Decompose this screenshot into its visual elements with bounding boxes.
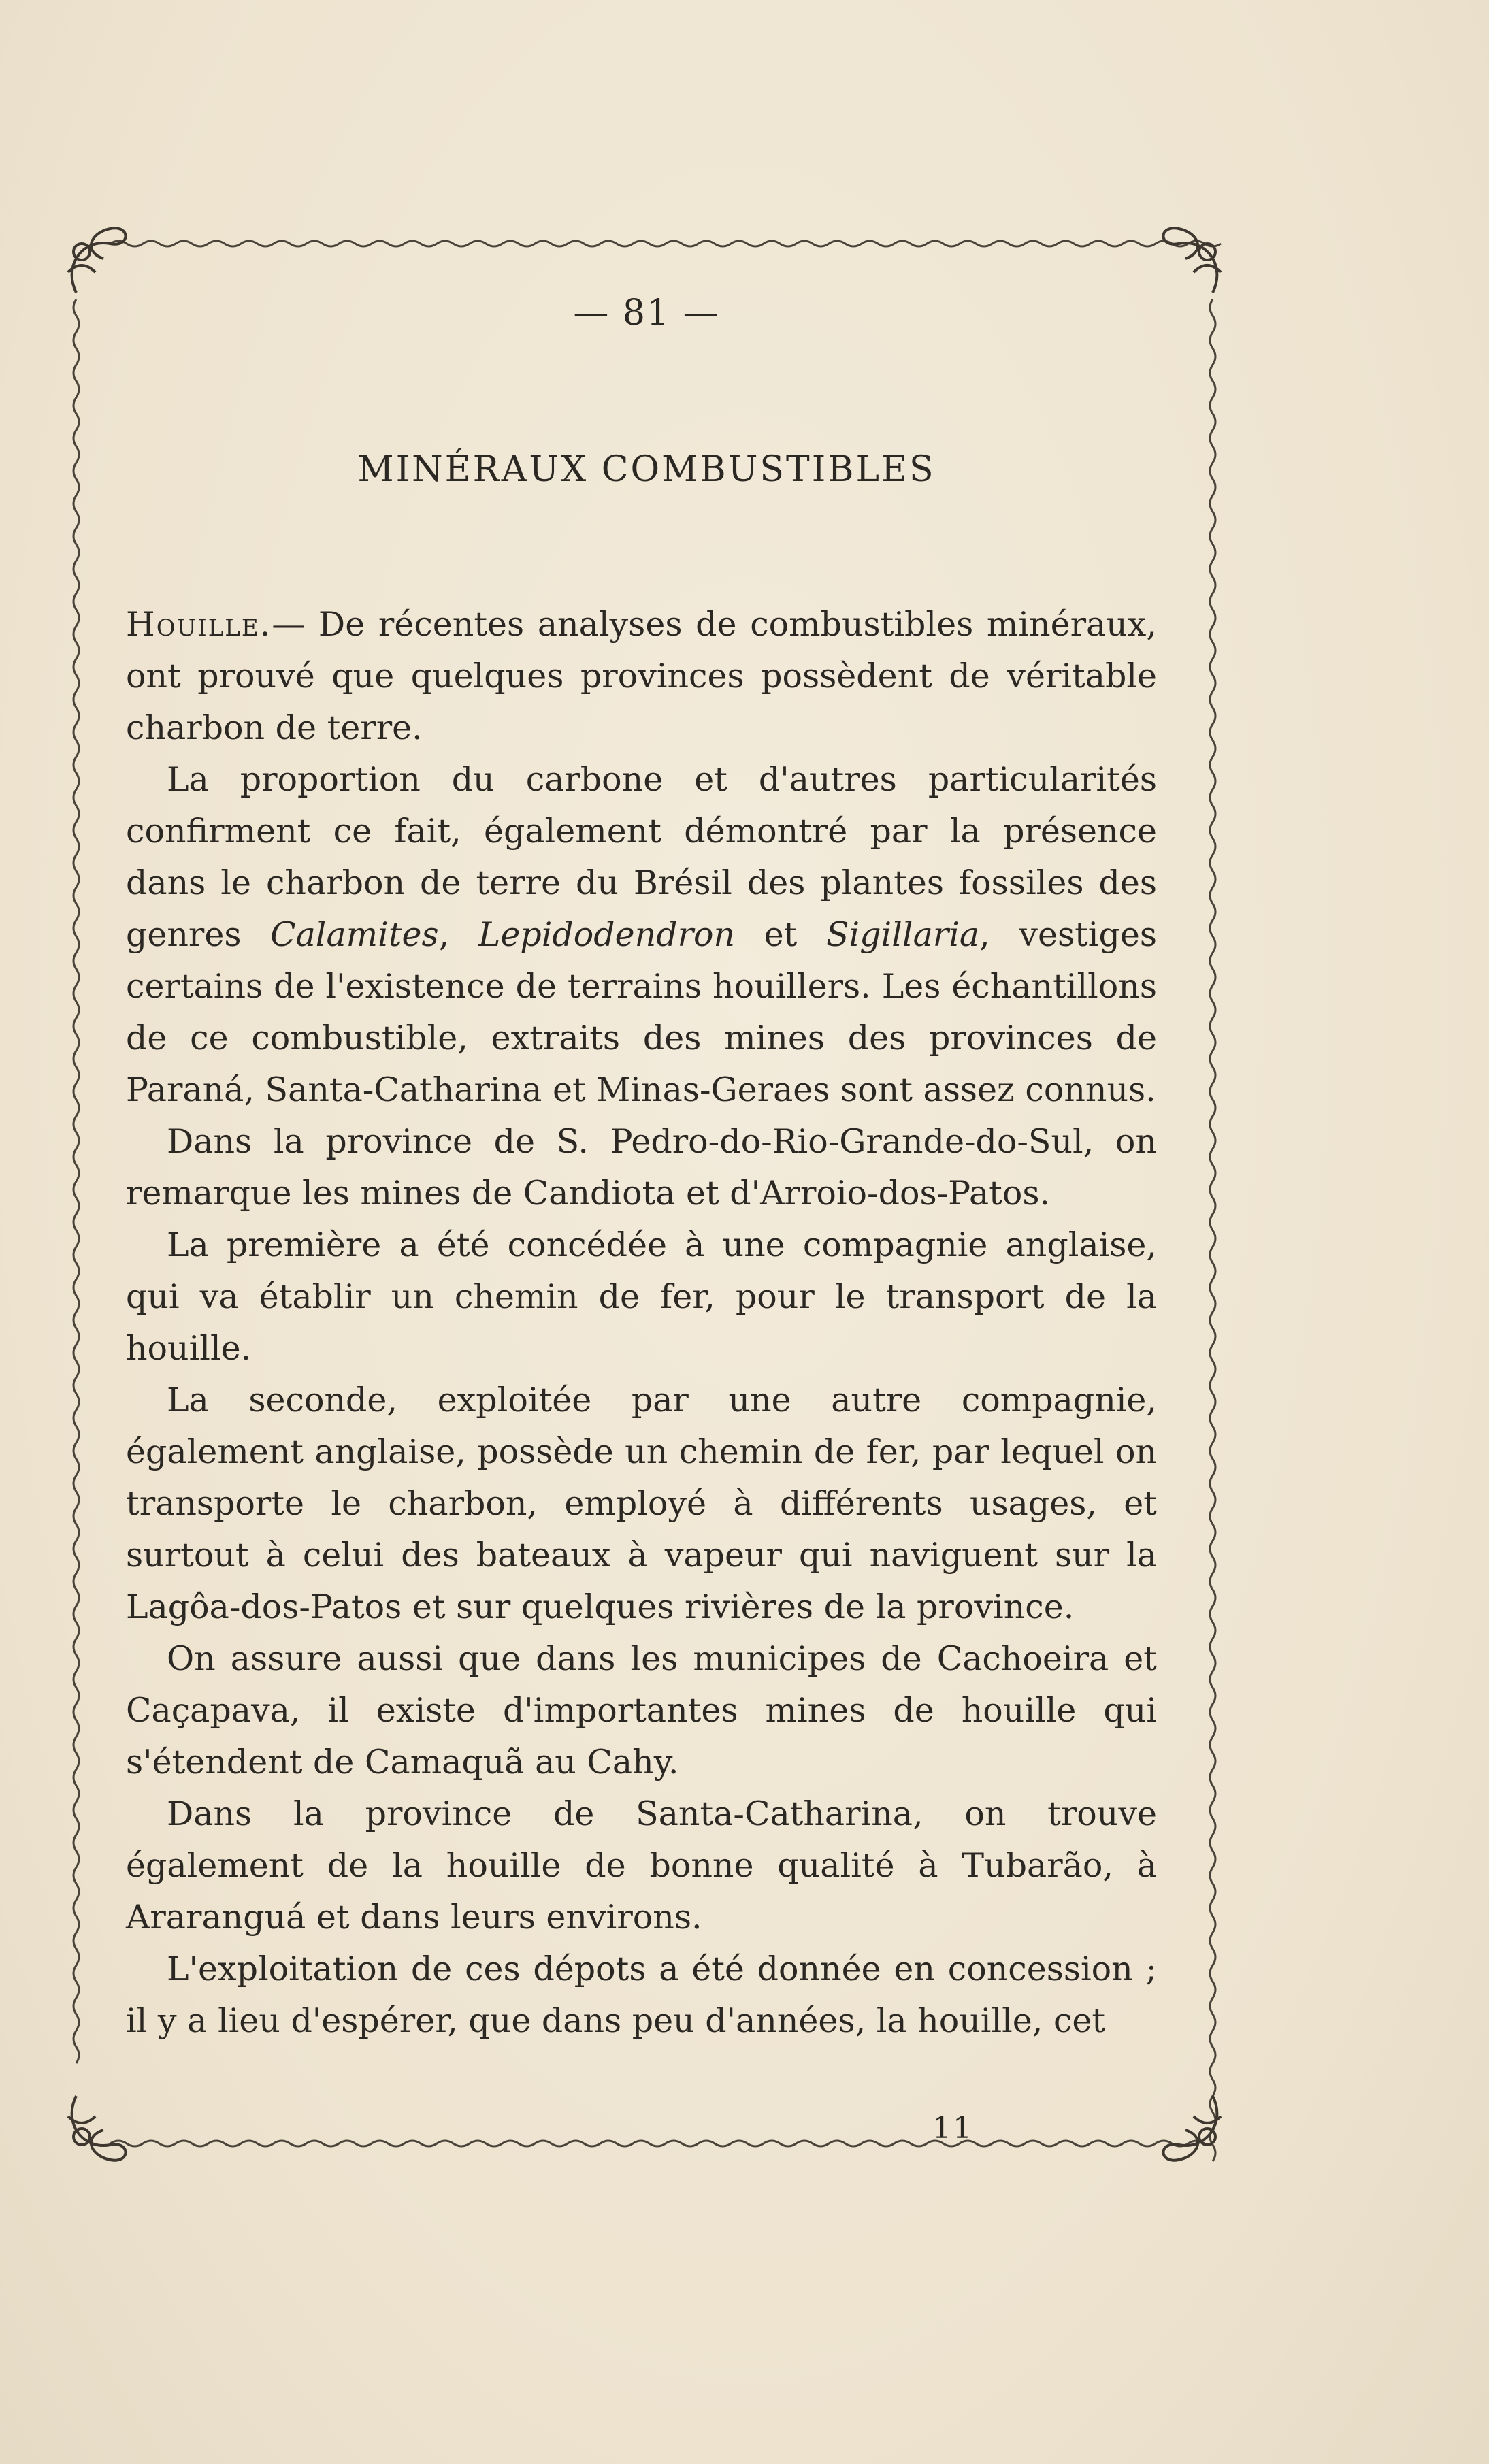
- paragraph-heading: Houille.: [126, 605, 272, 644]
- separator: et: [735, 915, 826, 954]
- signature-mark: 11: [932, 2111, 973, 2146]
- bottom-rule: [110, 2141, 1205, 2146]
- top-rule: [110, 241, 1221, 246]
- genus-name: Lepidodendron: [478, 915, 736, 954]
- genus-name: Sigillaria: [825, 915, 980, 954]
- paragraph-proportion: [126, 754, 1157, 1116]
- paragraph-text: , vestiges certains de l'existence de terrains houillers. Les échantillons de ce combustible, extraits des mines des provinces de Paraná, Santa-Catharina et Minas-Geraes sont assez connus.: [126, 915, 1157, 1109]
- genus-name: Calamites: [270, 915, 439, 954]
- paragraph-text: — De récentes analyses de combustibles minéraux, ont prouvé que quelques provinces possèdent de véritable charbon de terre.: [126, 605, 1157, 747]
- page-number: — 81 —: [573, 293, 720, 333]
- paragraph-exploitation: L'exploitation de ces dépots a été donnée en concession ; il y a lieu d'espérer, que dans peu d'années, la houille, cet: [126, 1950, 1157, 2040]
- section-title: MINÉRAUX COMBUSTIBLES: [357, 449, 936, 490]
- paragraph-houille: [126, 599, 1157, 754]
- paragraph-rio-grande: Dans la province de S. Pedro-do-Rio-Grande-do-Sul, on remarque les mines de Candiota et d'Arroio-dos-Patos.: [126, 1122, 1157, 1213]
- corner-flourish-bottom-right-icon: [1164, 2096, 1222, 2161]
- right-rule: [1210, 299, 1215, 2161]
- left-rule: [73, 299, 79, 2063]
- corner-flourish-top-right-icon: [1164, 228, 1222, 293]
- body-text: [126, 599, 1157, 2047]
- paragraph-santa-catharina: Dans la province de Santa-Catharina, on trouve également de la houille de bonne qualité à Tubarão, à Araranguá et dans leurs environs.: [126, 1794, 1157, 1937]
- paragraph-text: La proportion du carbone et d'autres particularités confirment ce fait, également démontré par la présence dans le charbon de terre du Brésil des plantes fossiles des genres: [126, 760, 1157, 954]
- corner-flourish-bottom-left-icon: [68, 2096, 126, 2161]
- separator: ,: [438, 915, 478, 954]
- paragraph-premiere: La première a été concédée à une compagnie anglaise, qui va établir un chemin de fer, pour le transport de la houille.: [126, 1226, 1157, 1368]
- corner-flourish-top-left-icon: [68, 228, 126, 293]
- paragraph-cachoeira: On assure aussi que dans les municipes de Cachoeira et Caçapava, il existe d'importantes mines de houille qui s'étendent de Camaquã au Cahy.: [126, 1639, 1157, 1781]
- paragraph-seconde: La seconde, exploitée par une autre compagnie, également anglaise, possède un chemin de fer, par lequel on transporte le charbon, employé à différents usages, et surtout à celui des bateaux à vapeur qui naviguent sur la Lagôa-dos-Patos et sur quelques rivières de la province.: [126, 1381, 1157, 1626]
